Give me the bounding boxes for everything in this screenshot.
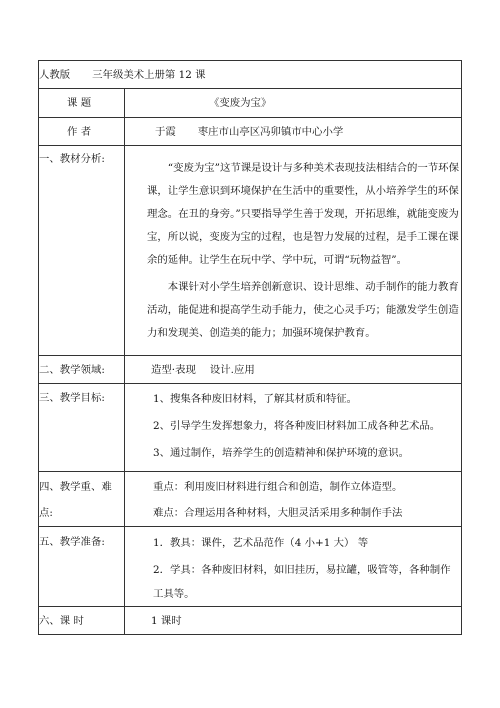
domain-row	[39, 356, 462, 384]
prep-row	[39, 527, 462, 607]
domain-cell	[125, 356, 462, 384]
key-point: 重点：利用废旧材料进行组合和创造，制作立体造型。	[153, 481, 403, 493]
hours-value: 1 课时	[125, 607, 462, 635]
prep-content	[125, 527, 462, 607]
keypoints-content	[125, 472, 462, 527]
hours-label: 六、课 时	[39, 607, 125, 635]
header-cell	[39, 61, 462, 89]
domain-value-a: 造型·表现	[151, 363, 196, 376]
author-name: 于霞	[155, 125, 176, 138]
keypoints-label-line-2: 点:	[39, 507, 53, 519]
difficult-point: 难点：合理运用各种材料，大胆灵活采用多种制作手法	[153, 507, 403, 519]
author-cell	[125, 118, 462, 146]
domain-label: 二、教学领域:	[39, 356, 125, 384]
hours-row	[39, 607, 462, 635]
author-row	[39, 118, 462, 146]
analysis-row	[39, 146, 462, 356]
goals-label: 三、教学目标:	[39, 384, 125, 472]
goals-row	[39, 384, 462, 472]
prep-teacher: 1．教具：课件，艺术品范作（4 小+1 大） 等	[153, 537, 369, 549]
goals-content	[125, 384, 462, 472]
analysis-paragraph-2: 本课针对小学生培养创新意识、设计思维、动手制作的能力教育活动，能促进和提高学生动手能力，使之心灵手巧；能激发学生创造力和发现美、创造美的能力；加强环境保护教育。	[147, 280, 459, 339]
topic-value: 《变废为宝》	[125, 89, 462, 118]
header-row	[39, 61, 462, 89]
topic-row	[39, 89, 462, 118]
topic-label: 课 题	[39, 89, 125, 118]
keypoints-label-line-1: 四、教学重、难	[39, 481, 112, 493]
prep-student: 2．学具：各种废旧材料，如旧挂历，易拉罐，吸管等，各种制作工具等。	[153, 564, 451, 600]
keypoints-row	[39, 472, 462, 527]
author-school: 枣庄市山亭区冯卯镇市中心小学	[197, 125, 344, 138]
analysis-label: 一、教材分析:	[39, 146, 125, 356]
edition-text: 人教版	[39, 68, 71, 81]
goal-item-1: 1、搜集各种废旧材料，了解其材质和特征。	[153, 393, 358, 405]
author-label: 作 者	[39, 118, 125, 146]
lesson-plan-table	[38, 60, 462, 635]
keypoints-label	[39, 472, 125, 527]
analysis-paragraph-1: “变废为宝”这节课是设计与多种美术表现技法相结合的一节环保课，让学生意识到环境保护在生活中的重要性，从小培养学生的环保理念。在丑的身旁。”只要指导学生善于发现，开拓思维，就能变废为宝，所以说，变废为宝的过程，也是智力发展的过程，是手工课在课余的延伸。让学生在玩中学、学中玩，可谓“玩物益智”。	[147, 161, 459, 266]
course-text: 三年级美术上册第 12 课	[92, 68, 206, 81]
prep-label: 五、教学准备:	[39, 527, 125, 607]
goal-item-2: 2、引导学生发挥想象力，将各种废旧材料加工成各种艺术品。	[153, 420, 441, 432]
analysis-content	[125, 146, 462, 356]
goal-item-3: 3、通过制作，培养学生的创造精神和保护环境的意识。	[153, 447, 409, 459]
domain-value-b: 设计.应用	[209, 363, 255, 376]
